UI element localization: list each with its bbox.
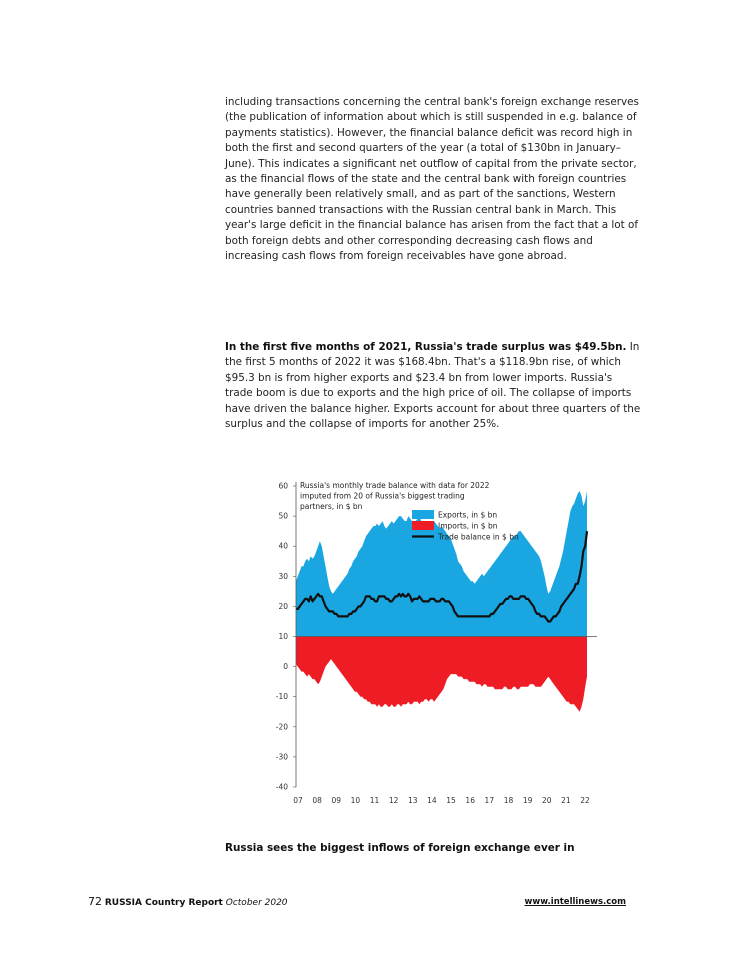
website-link[interactable]: www.intellinews.com [524, 897, 626, 907]
y-tick-label: 50 [278, 511, 288, 521]
y-tick-label: 30 [278, 571, 288, 581]
x-tick-label: 15 [446, 796, 456, 805]
paragraph-lead: In the first five months of 2021, Russia's trade surplus was $49.5bn. [225, 341, 627, 353]
paragraph-rest: In the first 5 months of 2022 it was $168.4bn. That's a $118.9bn rise, of which $95.3 bn is from higher exports and $23.4 bn from lower imports. Russia's trade boom is due to exports and the high price of oil. The collapse of imports have driven the balance higher. Exports account for about three quarters of the surplus and the collapse of imports for another 25%. [225, 341, 641, 431]
x-tick-label: 18 [503, 796, 514, 805]
x-tick-label: 20 [541, 796, 552, 805]
legend-label: Trade balance in $ bn [438, 532, 519, 542]
y-tick-label: 0 [283, 662, 288, 672]
chart-title-line: partners, in $ bn [300, 502, 363, 511]
y-tick-label: -40 [275, 782, 288, 792]
y-tick-label: -20 [275, 722, 288, 732]
legend-label: Exports, in $ bn [438, 510, 498, 520]
x-tick-label: 16 [465, 796, 475, 805]
y-tick-label: 40 [278, 541, 288, 551]
x-tick-label: 12 [388, 796, 399, 805]
x-tick-label: 11 [369, 796, 380, 805]
x-tick-label: 10 [350, 796, 361, 805]
x-tick-label: 21 [561, 796, 571, 805]
x-tick-label: 17 [484, 796, 495, 805]
imports-area [296, 637, 587, 712]
trade-balance-chart [262, 472, 602, 812]
x-tick-label: 09 [331, 796, 342, 805]
y-tick-label: -10 [275, 692, 288, 702]
x-tick-label: 14 [427, 796, 437, 805]
chart-title [300, 481, 490, 511]
publication-title: RUSSIA Country Report [104, 898, 223, 908]
section-heading: Russia sees the biggest inflows of foreign exchange ever in [225, 842, 575, 854]
legend-swatch [412, 521, 434, 530]
chart-legend [412, 510, 519, 542]
page-number: 72 [88, 895, 102, 908]
chart-title-line: imputed from 20 of Russia's biggest trading [300, 491, 465, 501]
issue-date: October 2020 [225, 898, 288, 908]
body-paragraph-2 [225, 340, 643, 432]
body-paragraph-1: including transactions concerning the central bank's foreign exchange reserves (the publication of information about which is still suspended in e.g. balance of payments statistics). However, the financial balance deficit was record high in both the first and second quarters of the year (a total of $130bn in January–June). This indicates a significant net outflow of capital from the private sector, as the financial flows of the state and the central bank with foreign countries have generally been relatively small, and as part of the sanctions, Western countries banned transactions with the Russian central bank in March. This year's large deficit in the financial balance has arisen from the fact that a lot of both foreign debts and other corresponding decreasing cash flows and increasing cash flows from foreign receivables have gone abroad. [225, 96, 639, 263]
legend-swatch [412, 510, 434, 519]
y-tick-label: 10 [278, 632, 288, 641]
y-tick-label: 20 [278, 601, 288, 611]
legend-label: Imports, in $ bn [438, 521, 498, 531]
footer-left [88, 895, 288, 908]
y-tick-label: -30 [275, 752, 288, 762]
chart-title-line: Russia's monthly trade balance with data for 2022 [300, 481, 490, 490]
y-tick-label: 60 [278, 481, 288, 491]
x-tick-label: 19 [522, 796, 533, 805]
x-tick-label: 13 [408, 796, 418, 805]
x-tick-label: 07 [293, 796, 303, 805]
x-tick-label: 08 [312, 796, 322, 805]
x-tick-label: 22 [580, 796, 590, 805]
